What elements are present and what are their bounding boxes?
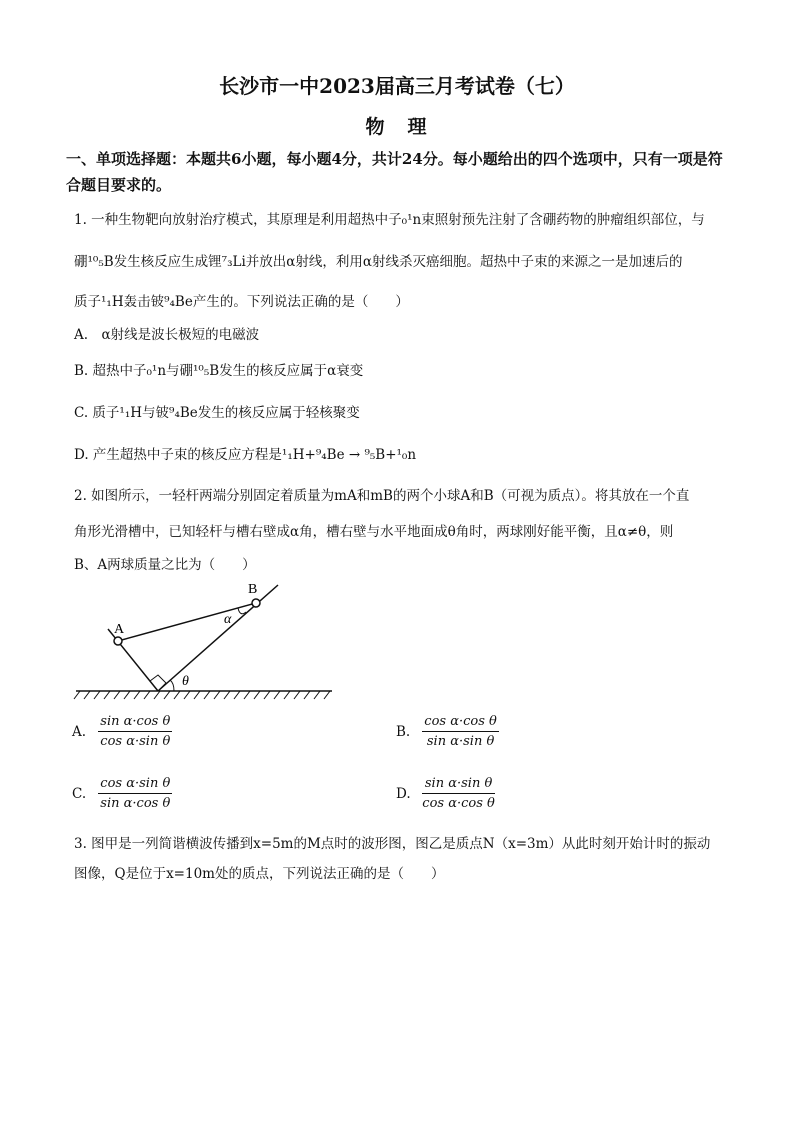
denominator: cos α·cos θ: [422, 796, 495, 811]
denominator: cos α·sin θ: [100, 734, 171, 749]
q2-line1: 2. 如图所示，一轻杆两端分别固定着质量为mA和mB的两个小球A和B（可视为质点）。将其放在一个直: [74, 488, 690, 504]
q1-line1: 1. 一种生物靶向放射治疗模式，其原理是利用超热中子₀¹n束照射预先注射了含硼药物的肿瘤组织部位，与: [74, 212, 705, 228]
subject-title: 物 理: [365, 116, 429, 138]
alpha-arc: [238, 608, 246, 614]
denominator: sin α·sin θ: [426, 734, 495, 749]
fraction: [422, 714, 499, 749]
option-label: B.: [396, 723, 411, 740]
numerator: sin α·cos θ: [98, 714, 172, 732]
option-label: A.: [72, 723, 87, 740]
fraction: [98, 714, 172, 749]
q2-option-b: [396, 714, 499, 749]
q3-line2: 图像，Q是位于x=10m处的质点，下列说法正确的是（ ）: [74, 866, 445, 882]
q1-option-a: A. α射线是波长极短的电磁波: [74, 327, 260, 343]
denominator: sin α·cos θ: [100, 796, 171, 811]
q2-option-c: [72, 776, 172, 811]
numerator: cos α·sin θ: [98, 776, 172, 794]
ball-b: [252, 599, 260, 607]
q2-line3: B、A两球质量之比为（ ）: [74, 557, 256, 573]
q1-option-d: D. 产生超热中子束的核反应方程是¹₁H+⁹₄Be → ⁹₅B+¹₀n: [74, 447, 417, 463]
q2-option-d: [396, 776, 495, 811]
q1-line2: 硼¹⁰₅B发生核反应生成锂⁷₃Li并放出α射线，利用α射线杀灭癌细胞。超热中子束的来源之一是加速后的: [74, 254, 683, 270]
label-alpha: α: [224, 612, 232, 627]
theta-arc: [170, 680, 174, 691]
groove-figure: [70, 575, 340, 705]
label-a: A: [114, 622, 125, 637]
q1-option-c: C. 质子¹₁H与铍⁹₄Be发生的核反应属于轻核聚变: [74, 405, 360, 421]
q1-option-b: B. 超热中子₀¹n与硼¹⁰₅B发生的核反应属于α衰变: [74, 363, 364, 379]
q1-line3: 质子¹₁H轰击铍⁹₄Be产生的。下列说法正确的是（ ）: [74, 294, 409, 310]
option-label: C.: [72, 785, 87, 802]
label-b: B: [248, 582, 258, 597]
numerator: sin α·sin θ: [422, 776, 495, 794]
fraction: [98, 776, 172, 811]
exam-title: 长沙市一中2023届高三月考试卷（七）: [219, 74, 575, 98]
label-theta: θ: [182, 674, 189, 689]
section-heading: 一、单项选择题：本题共6小题，每小题4分，共计24分。每小题给出的四个选项中，只有一项是符合题目要求的。: [66, 150, 723, 194]
ball-a: [114, 637, 122, 645]
q3-line1: 3. 图甲是一列简谐横波传播到x=5m的M点时的波形图，图乙是质点N（x=3m）从此时刻开始计时的振动: [74, 836, 711, 852]
numerator: cos α·cos θ: [422, 714, 499, 732]
option-label: D.: [396, 785, 411, 802]
fraction: [422, 776, 495, 811]
q2-line2: 角形光滑槽中，已知轻杆与槽右壁成α角，槽右壁与水平地面成θ角时，两球刚好能平衡，且α≠θ，则: [74, 524, 674, 540]
q2-option-a: [72, 714, 172, 749]
ground-hatching: [74, 691, 330, 699]
